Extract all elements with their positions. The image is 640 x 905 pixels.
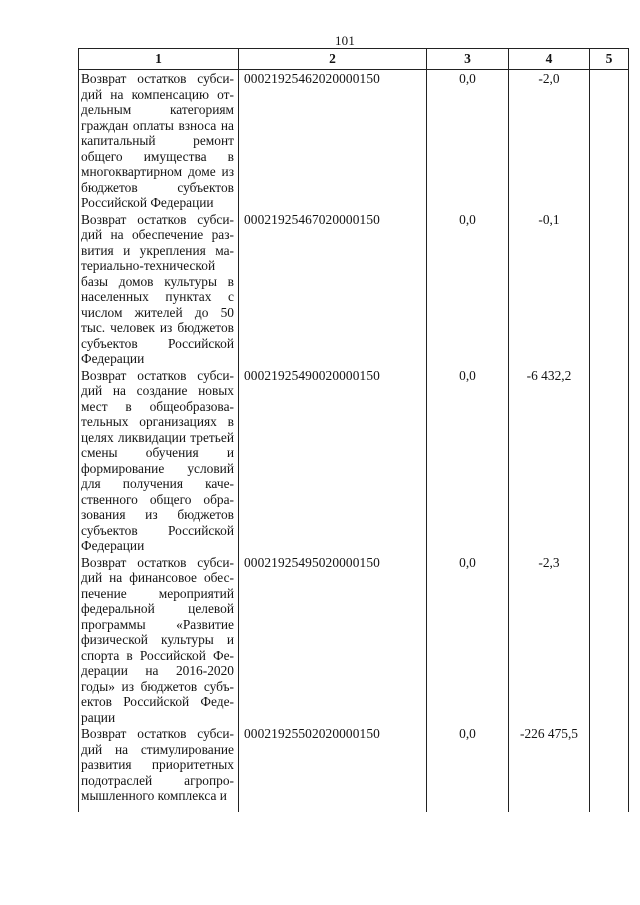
row-value-col3: 0,0	[427, 725, 509, 812]
column-header-4: 4	[509, 49, 590, 70]
row-value-col5	[590, 367, 629, 554]
row-value-col4: -2,0	[509, 70, 590, 211]
header-row	[79, 49, 629, 70]
row-value-col4: -6 432,2	[509, 367, 590, 554]
row-value-col4: -226 475,5	[509, 725, 590, 812]
row-name: Возврат остатков субсидий на обеспечение развития и укрепления материально-технической базы домов культуры в населенных пунктах с числом жителей до 50 тыс. человек из бюджетов субъектов Российской Федерации	[79, 211, 239, 367]
table-header	[79, 49, 629, 70]
table-row	[79, 367, 629, 554]
table-row	[79, 554, 629, 726]
row-name: Возврат остатков субсидий на создание новых мест в общеобразовательных организациях в целях ликвидации третьей смены обучения и формирование условий для получения качественного общего образования из бюджетов субъектов Российской Федерации	[79, 367, 239, 554]
row-name: Возврат остатков субсидий на финансовое обеспечение мероприятий федеральной целевой программы «Развитие физической культуры и спорта в Российской Федерации на 2016-2020 годы» из бюджетов субъектов Российской Федерации	[79, 554, 239, 726]
row-value-col5	[590, 211, 629, 367]
column-header-1: 1	[79, 49, 239, 70]
budget-table	[78, 48, 629, 812]
row-name: Возврат остатков субсидий на компенсацию отдельным категориям граждан оплаты взноса на капитальный ремонт общего имущества в многоквартирном доме из бюджетов субъектов Российской Федерации	[79, 70, 239, 211]
row-value-col3: 0,0	[427, 70, 509, 211]
table-row	[79, 70, 629, 211]
row-value-col4: -2,3	[509, 554, 590, 726]
row-value-col3: 0,0	[427, 367, 509, 554]
row-name: Возврат остатков субсидий на стимулирование развития приоритетных подотраслей агропромышленного комплекса и	[79, 725, 239, 812]
table-body	[79, 70, 629, 813]
row-code: 00021925502020000150	[239, 725, 427, 812]
row-code: 00021925462020000150	[239, 70, 427, 211]
column-header-2: 2	[239, 49, 427, 70]
row-value-col5	[590, 725, 629, 812]
table-row	[79, 725, 629, 812]
row-code: 00021925495020000150	[239, 554, 427, 726]
page-number: 101	[334, 33, 356, 48]
row-value-col3: 0,0	[427, 554, 509, 726]
row-value-col5	[590, 70, 629, 211]
row-value-col5	[590, 554, 629, 726]
column-header-5: 5	[590, 49, 629, 70]
row-value-col4: -0,1	[509, 211, 590, 367]
row-code: 00021925467020000150	[239, 211, 427, 367]
row-code: 00021925490020000150	[239, 367, 427, 554]
column-header-3: 3	[427, 49, 509, 70]
table-row	[79, 211, 629, 367]
row-value-col3: 0,0	[427, 211, 509, 367]
